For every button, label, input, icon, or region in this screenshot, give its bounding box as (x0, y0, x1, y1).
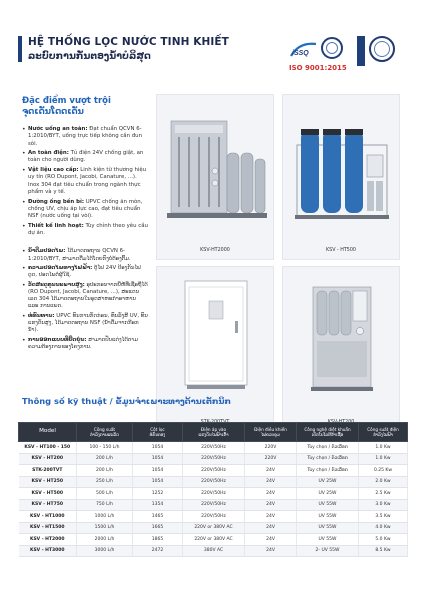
table-cell: 1.0 Kw (359, 453, 408, 465)
list-item: • Nước uống an toàn: Đạt chuẩn QCVN 6-1:2010/BYT, uống trực tiếp không cần đun sôi. (22, 126, 148, 148)
table-cell: 0.25 Kw (359, 465, 408, 477)
list-item: • ວັດສະດຸຄຸນນະພາບສູງ: ອຸປະກອນຈາກຍີ່ຫໍ້ທີ່ເຊື່ອຖືໄດ້ (RO Dupont, Jacobi, Canature, ...), ສະແຕນເລດ 304 ໄດ້ມາດຕະຖານໃນອຸດສາຫະກຳອາຫານ ແລະ ການແພດ. (22, 282, 148, 311)
table-cell: 2472 (133, 545, 183, 557)
features-heading (22, 96, 111, 118)
table-cell: 220V (245, 442, 297, 454)
table-cell: 24V (245, 534, 297, 546)
table-cell: Tùy chọn / ຕົວເລືອກ (297, 465, 359, 477)
table-cell: 100 - 150 L/h (77, 442, 133, 454)
iso-certification-text: ISO 9001:2015 (289, 64, 347, 72)
table-cell: 1054 (133, 465, 183, 477)
model-cell: KSV - HT250 (19, 476, 77, 488)
table-cell: 24V (245, 465, 297, 477)
table-cell: 1665 (133, 522, 183, 534)
table-cell: 1.0 Kw (359, 442, 408, 454)
table-cell: 1054 (133, 453, 183, 465)
list-item: • Thiết kế linh hoạt: Tùy chỉnh theo yêu cầu dự án. (22, 223, 148, 238)
model-cell: STK-200TVT (19, 465, 77, 477)
table-cell: 1500 L/h (77, 522, 133, 534)
table-cell: 1054 (133, 476, 183, 488)
table-cell: 24V (245, 476, 297, 488)
table-cell: 1865 (133, 534, 183, 546)
table-cell: 220V or 380V AC (183, 522, 245, 534)
table-row (19, 522, 408, 534)
list-item: • An toàn điện: Tủ điện 24V chống giật, an toàn cho người dùng. (22, 150, 148, 165)
features-list-vi (22, 126, 148, 237)
column-header: Cột lọc ທໍ່ກັ່ນຕອງ (133, 423, 183, 442)
table-row (19, 511, 408, 523)
table-cell: 220V/50Hz (183, 499, 245, 511)
water-system-image-icon (283, 95, 401, 245)
list-item: • ການອອກແບບທີ່ຍືດຍຸ່ນ: ສາມາດປັບແຕ່ງໄດ້ຕາມຄວາມຕ້ອງການຂອງໂຄງການ. (22, 337, 148, 352)
table-cell: 2.0 Kw (359, 476, 408, 488)
features-heading-lo: ຈຸດເດັ່ນໂດດເດັ່ນ (22, 107, 84, 117)
issq-vertical-mark-icon (357, 36, 365, 66)
table-cell: UV 55W (297, 511, 359, 523)
page-title: HỆ THỐNG LỌC NƯỚC TINH KHIẾT (28, 36, 229, 48)
table-cell: 750 L/h (77, 499, 133, 511)
water-system-image-icon (283, 267, 401, 417)
table-cell: 1054 (133, 442, 183, 454)
model-cell: KSV - HT3000 (19, 545, 77, 557)
water-system-image-icon (157, 267, 275, 417)
features-list-lo (22, 248, 148, 351)
table-cell: 24V (245, 522, 297, 534)
list-item: • ນ້ຳດື່ມປອດໄພ: ໄດ້ມາດຕະຖານ QCVN 6-1:2010/BYT, ສາມາດດື່ມໄດ້ໂດຍກົງບໍ່ຕ້ອງຕົ້ມ. (22, 248, 148, 263)
column-header: Điện điều khiển ໄຟຄວບຄຸມ (245, 423, 297, 442)
product-card (156, 94, 274, 260)
table-cell: 3.0 Kw (359, 499, 408, 511)
table-cell: 220V/50Hz (183, 442, 245, 454)
model-cell: KSV - HT2000 (19, 534, 77, 546)
table-row (19, 499, 408, 511)
table-cell: 24V (245, 499, 297, 511)
list-item: • Đường ống bền bỉ: UPVC chống ăn mòn, chống UV, chịu áp lực cao, đạt tiêu chuẩn NSF (nước uống tại vòi). (22, 199, 148, 221)
model-cell: KSV - HT500 (19, 488, 77, 500)
page-subtitle-lao: ລະບົບການກັ່ນຕອງນ້ຳບໍລິສຸດ (28, 51, 151, 62)
table-cell: 2.5 Kw (359, 488, 408, 500)
column-header: Model (19, 423, 77, 442)
table-cell: 220V/50Hz (183, 488, 245, 500)
list-item: • ທໍ່ທົນທານ: UPVC ທົນການກັດກ່ອນ, ທົນລັງສີ UV, ທົນແຮງດັນສູງ, ໄດ້ມາດຕະຖານ NSF (ນ້ຳດື່ມຈາກກ໊ອກນ້ຳ). (22, 313, 148, 335)
table-cell: 3000 L/h (77, 545, 133, 557)
table-header-row (19, 423, 408, 442)
model-cell: KSV - HT200 (19, 453, 77, 465)
model-cell: KSV - HT1500 (19, 522, 77, 534)
features-list (22, 126, 148, 353)
model-cell: KSV - HT1000 (19, 511, 77, 523)
table-cell: 1252 (133, 488, 183, 500)
table-cell: 5.0 Kw (359, 534, 408, 546)
specs-table (18, 422, 407, 557)
iso-seal-icon (369, 36, 395, 62)
table-cell: Tùy chọn / ຕົວເລືອກ (297, 453, 359, 465)
table-cell: UV 55W (297, 534, 359, 546)
product-caption: KSV-HT2000 (200, 248, 230, 253)
table-cell: 1354 (133, 499, 183, 511)
table-cell: 8.5 Kw (359, 545, 408, 557)
list-item: • ຄວາມປອດໄພທາງໄຟຟ້າ: ຕູ້ໄຟ 24V ປ້ອງກັນໄຟດູດ, ປອດໄພຕໍ່ຜູ້ໃຊ້. (22, 265, 148, 280)
table-cell: 380V AC (183, 545, 245, 557)
table-row (19, 442, 408, 454)
table-cell: 24V (245, 488, 297, 500)
svg-text:iSSQ: iSSQ (292, 50, 309, 57)
table-cell: Tùy chọn / ຕົວເລືອກ (297, 442, 359, 454)
table-cell: 250 L/h (77, 476, 133, 488)
features-heading-vi: Đặc điểm vượt trội (22, 96, 111, 106)
table-cell: 1000 L/h (77, 511, 133, 523)
product-card (282, 94, 400, 260)
model-cell: KSV - HT750 (19, 499, 77, 511)
table-cell: UV 25W (297, 476, 359, 488)
product-card (282, 266, 400, 432)
table-cell: UV 55W (297, 522, 359, 534)
table-cell: 200 L/h (77, 465, 133, 477)
column-header: Công nghệ diệt khuẩn ເຕັກໂນໂລຍີຂ້າເຊື້ອ (297, 423, 359, 442)
table-cell: 24V (245, 511, 297, 523)
table-cell: 220V/50Hz (183, 476, 245, 488)
table-row (19, 545, 408, 557)
header-accent-bar (18, 36, 22, 62)
table-row (19, 453, 408, 465)
table-cell: UV 55W (297, 499, 359, 511)
certification-logos (289, 36, 407, 78)
product-caption: KSV - HT500 (326, 248, 356, 253)
table-cell: 220V/50Hz (183, 511, 245, 523)
table-cell: 220V or 380V AC (183, 534, 245, 546)
table-cell: 220V/50Hz (183, 453, 245, 465)
table-cell: 3.5 Kw (359, 511, 408, 523)
table-row (19, 534, 408, 546)
table-row (19, 488, 408, 500)
issq-logo-icon (289, 40, 319, 60)
table-row (19, 465, 408, 477)
table-cell: 2000 L/h (77, 534, 133, 546)
table-row (19, 476, 408, 488)
table-cell: 220V/50Hz (183, 465, 245, 477)
table-cell: 4.0 Kw (359, 522, 408, 534)
certification-seal-icon (321, 37, 343, 59)
column-header: Điện áp vào ແຮງດັນໄຟຟ້າເຂົ້າ (183, 423, 245, 442)
list-item: • Vật liệu cao cấp: Linh kiện từ thương hiệu uy tín (RO Dupont, Jacobi, Canature, ...). Inox 304 đạt tiêu chuẩn trong ngành thực phẩm và y tế. (22, 167, 148, 196)
column-header: Công suất ກຳລັງການຜະລິດ (77, 423, 133, 442)
table-cell: UV 25W (297, 488, 359, 500)
table-cell: 220V (245, 453, 297, 465)
model-cell: KSV - HT100 - 150 (19, 442, 77, 454)
specs-heading: Thông số kỹ thuật / ຂໍ້ມູນຈຳເພາະທາງດ້ານເຕັກນິກ (22, 396, 231, 406)
table-cell: 24V (245, 545, 297, 557)
product-card (156, 266, 274, 432)
table-cell: 500 L/h (77, 488, 133, 500)
table-cell: 2- UV 55W (297, 545, 359, 557)
table-cell: 200 L/h (77, 453, 133, 465)
column-header: Công suất điện ກຳລັງໄຟຟ້າ (359, 423, 408, 442)
table-cell: 1465 (133, 511, 183, 523)
water-system-image-icon (157, 95, 275, 245)
